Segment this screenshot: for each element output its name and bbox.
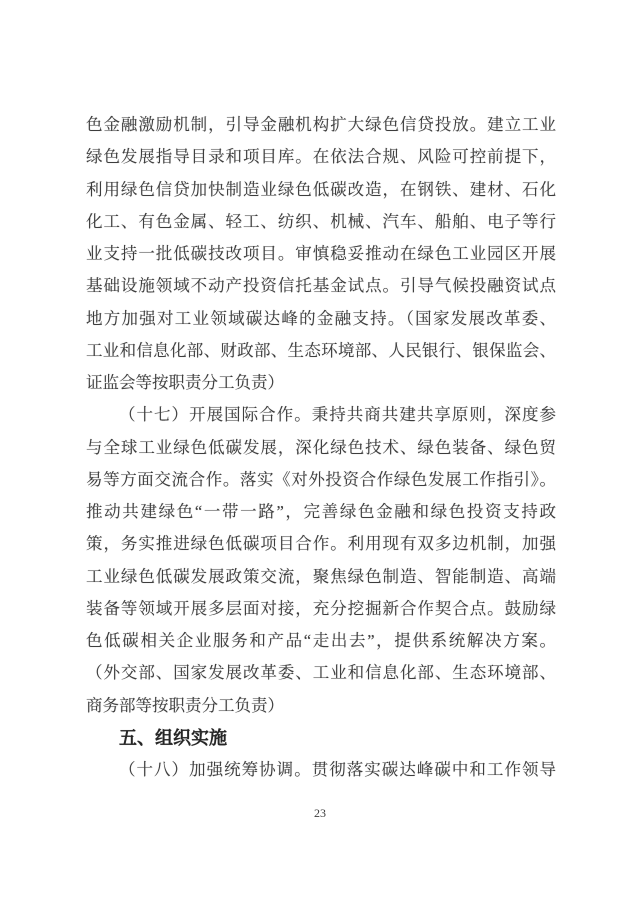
text-line: 基础设施领域不动产投资信托基金试点。引导气候投融资试点 bbox=[86, 276, 556, 296]
text-line: 策，务实推进绿色低碳项目合作。利用现有双多边机制，加强 bbox=[86, 534, 556, 554]
page-number: 23 bbox=[314, 806, 326, 820]
paragraph bbox=[86, 109, 556, 399]
text-line: 绿色发展指导目录和项目库。在依法合规、风险可控前提下， bbox=[86, 147, 556, 167]
section-heading bbox=[86, 722, 556, 754]
text-line: 装备等领域开展多层面对接，充分挖掘新合作契合点。鼓励绿 bbox=[86, 598, 556, 618]
text-line: 工业绿色低碳发展政策交流，聚焦绿色制造、智能制造、高端 bbox=[86, 566, 556, 586]
text-line: 色金融激励机制，引导金融机构扩大绿色信贷投放。建立工业 bbox=[86, 115, 556, 134]
text-line: 工业和信息化部、财政部、生态环境部、人民银行、银保监会、 bbox=[86, 340, 556, 360]
text-line: 业支持一批低碳技改项目。审慎稳妥推动在绿色工业园区开展 bbox=[86, 244, 556, 263]
text-line: 与全球工业绿色低碳发展，深化绿色技术、绿色装备、绿色贸 bbox=[86, 437, 556, 457]
document-body bbox=[86, 109, 556, 786]
paragraph bbox=[86, 399, 556, 722]
text-line: 推动共建绿色“一带一路”，完善绿色金融和绿色投资支持政 bbox=[86, 502, 556, 521]
text-line: 商务部等按职责分工负责） bbox=[86, 695, 284, 715]
text-line: （十七）开展国际合作。秉持共商共建共享原则，深度参 bbox=[119, 405, 556, 425]
text-line: 化工、有色金属、轻工、纺织、机械、汽车、船舶、电子等行 bbox=[86, 211, 556, 231]
text-line: （十八）加强统筹协调。贯彻落实碳达峰碳中和工作领导 bbox=[119, 760, 556, 779]
paragraph bbox=[86, 754, 556, 786]
text-line: 利用绿色信贷加快制造业绿色低碳改造，在钢铁、建材、石化 bbox=[86, 179, 556, 199]
text-line: 易等方面交流合作。落实《对外投资合作绿色发展工作指引》。 bbox=[86, 469, 556, 489]
text-line: 色低碳相关企业服务和产品“走出去”，提供系统解决方案。 bbox=[86, 631, 556, 650]
text-line: （外交部、国家发展改革委、工业和信息化部、生态环境部、 bbox=[86, 663, 556, 683]
text-line: 证监会等按职责分工负责） bbox=[86, 373, 284, 392]
text-line: 地方加强对工业领域碳达峰的金融支持。（国家发展改革委、 bbox=[86, 308, 556, 328]
text-line: 五、组织实施 bbox=[119, 727, 227, 748]
